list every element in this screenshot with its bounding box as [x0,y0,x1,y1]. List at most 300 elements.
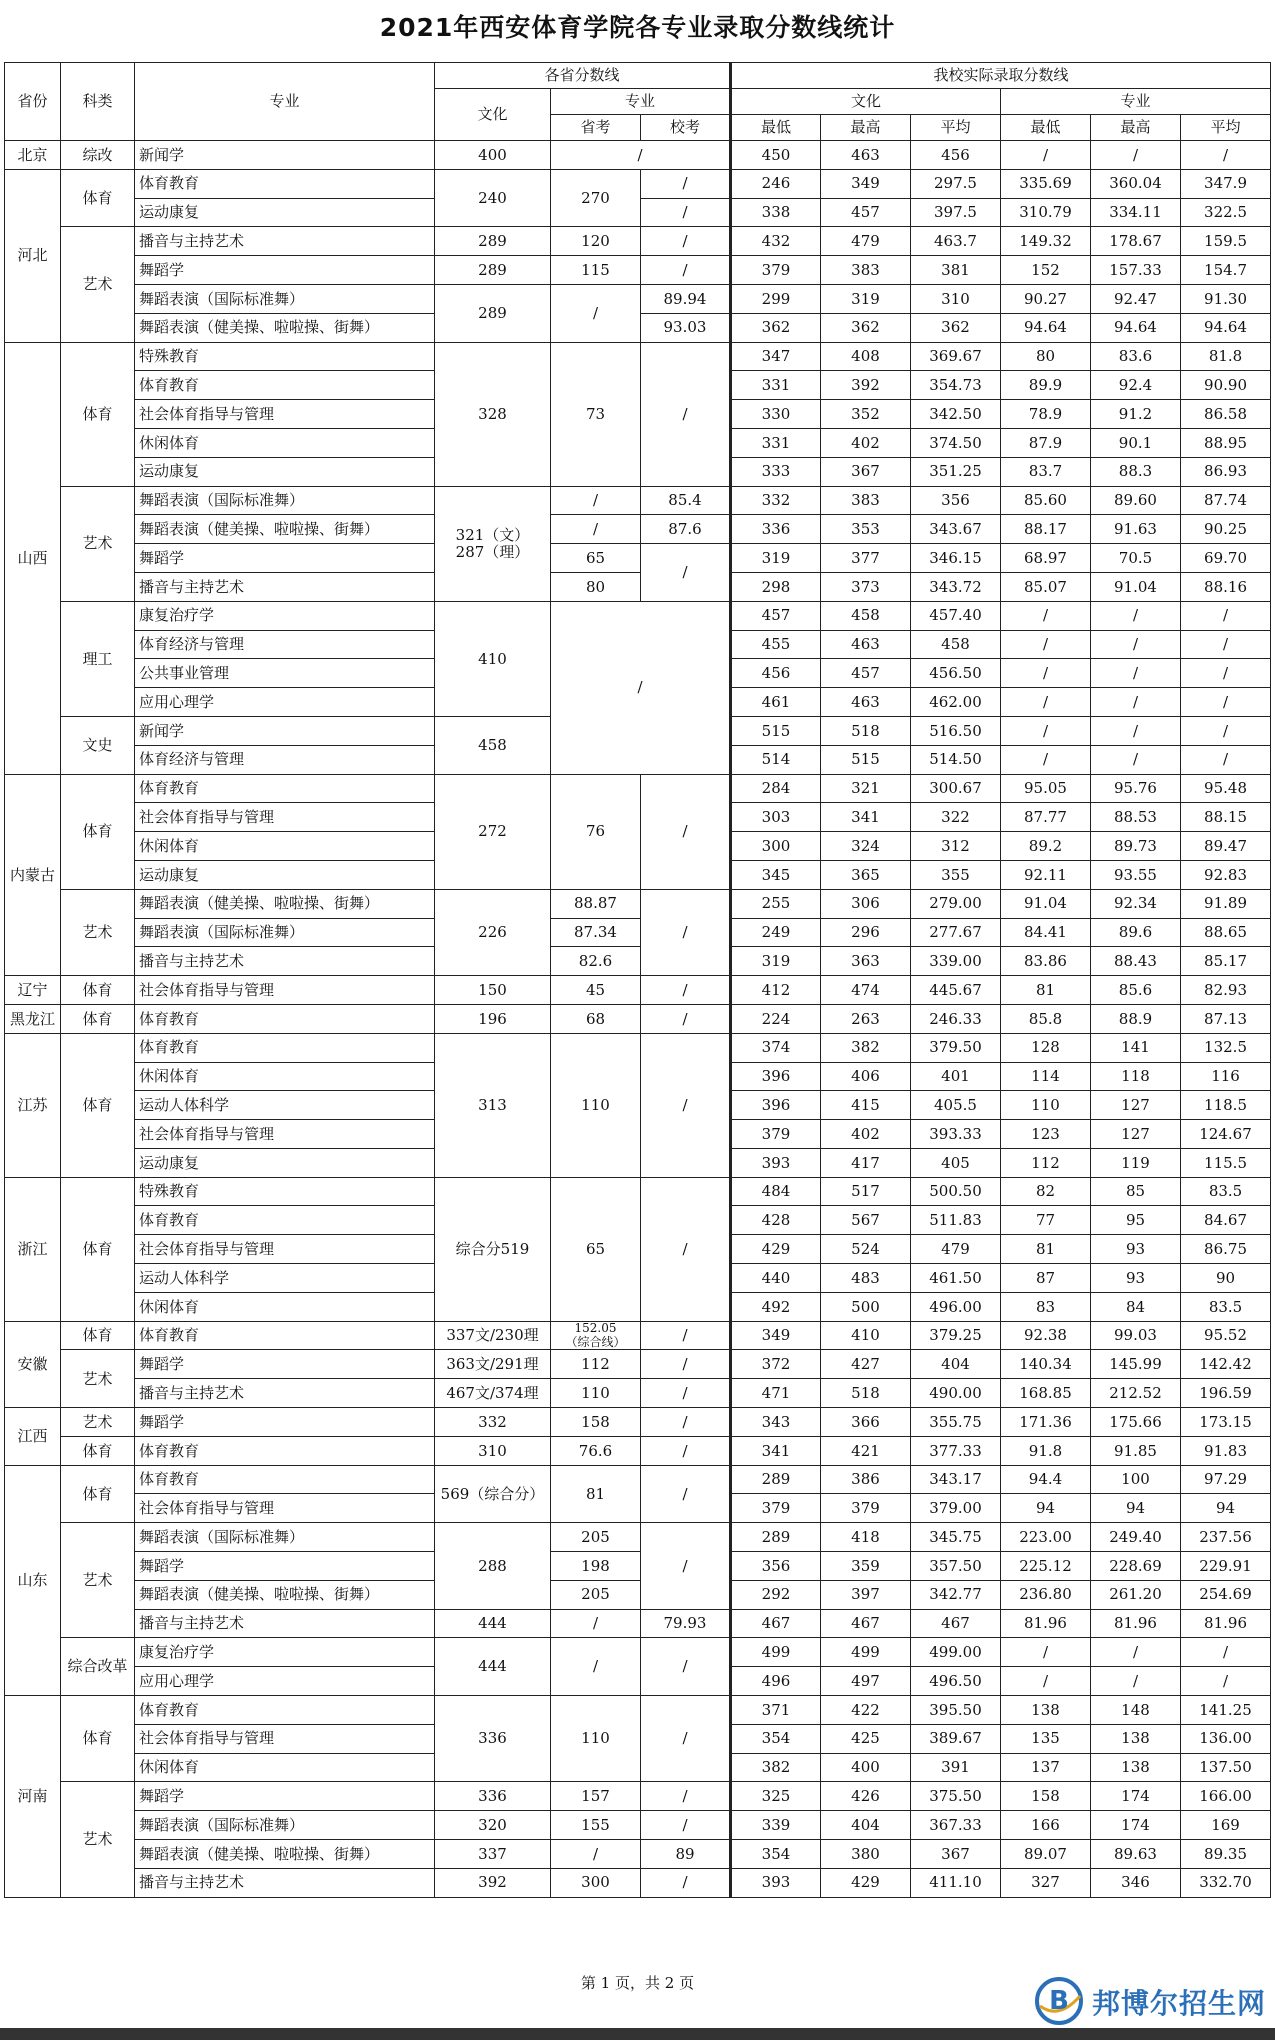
specialty-max-cell: / [1091,601,1181,630]
culture-max-cell: 426 [821,1782,911,1811]
culture-min-cell: 289 [731,1523,821,1552]
culture-min-cell: 338 [731,198,821,227]
major-cell: 体育教育 [135,371,435,400]
specialty-avg-cell: 322.5 [1181,198,1271,227]
school-exam-cell: / [641,1638,731,1696]
major-cell: 休闲体育 [135,1292,435,1321]
category-cell: 艺术 [61,1408,135,1437]
specialty-avg-cell: / [1181,141,1271,170]
specialty-max-cell: 91.2 [1091,400,1181,429]
major-cell: 体育教育 [135,1465,435,1494]
culture-max-cell: 406 [821,1062,911,1091]
specialty-min-cell: 327 [1001,1868,1091,1897]
major-cell: 休闲体育 [135,1753,435,1782]
culture-min-cell: 461 [731,688,821,717]
specialty-max-cell: 346 [1091,1868,1181,1897]
culture-max-cell: 263 [821,1004,911,1033]
table-row [5,572,1271,601]
table-row [5,947,1271,976]
specialty-avg-cell: 84.67 [1181,1206,1271,1235]
specialty-max-cell: 93 [1091,1235,1181,1264]
specialty-max-cell: / [1091,141,1181,170]
culture-avg-cell: 411.10 [911,1868,1001,1897]
major-cell: 特殊教育 [135,1177,435,1206]
specialty-avg-cell: / [1181,1667,1271,1696]
culture-avg-cell: 339.00 [911,947,1001,976]
major-cell: 社会体育指导与管理 [135,976,435,1005]
table-row [5,141,1271,170]
prov-exam-part: 152.05 [574,1321,617,1336]
table-row [5,256,1271,285]
prov-exam-cell: 205 [551,1523,641,1552]
major-cell: 体育教育 [135,1696,435,1725]
major-cell: 休闲体育 [135,428,435,457]
culture-line-cell [435,486,551,601]
culture-min-cell: 331 [731,371,821,400]
prov-exam-cell: 157 [551,1782,641,1811]
specialty-avg-cell: 229.91 [1181,1552,1271,1581]
culture-min-cell: 349 [731,1321,821,1350]
specialty-min-cell: 82 [1001,1177,1091,1206]
specialty-max-cell: 81.96 [1091,1609,1181,1638]
major-cell: 运动康复 [135,457,435,486]
prov-exam-cell: 82.6 [551,947,641,976]
culture-min-cell: 354 [731,1840,821,1869]
specialty-max-cell: 88.53 [1091,803,1181,832]
header-prov-specialty: 专业 [551,89,731,115]
specialty-max-cell: 127 [1091,1120,1181,1149]
specialty-avg-cell: 132.5 [1181,1033,1271,1062]
specialty-min-cell: / [1001,1667,1091,1696]
culture-avg-cell: 357.50 [911,1552,1001,1581]
culture-max-cell: 392 [821,371,911,400]
table-row [5,1580,1271,1609]
culture-max-cell: 408 [821,342,911,371]
culture-min-cell: 374 [731,1033,821,1062]
prov-exam-cell: 112 [551,1350,641,1379]
specialty-max-cell: 174 [1091,1811,1181,1840]
culture-min-cell: 299 [731,284,821,313]
specialty-max-cell: 141 [1091,1033,1181,1062]
specialty-avg-cell: 81.96 [1181,1609,1271,1638]
specialty-min-cell: 95.05 [1001,774,1091,803]
specialty-max-cell: 88.3 [1091,457,1181,486]
culture-avg-cell: 389.67 [911,1724,1001,1753]
specialty-avg-cell: 90.25 [1181,515,1271,544]
specialty-max-cell: 88.43 [1091,947,1181,976]
specialty-avg-cell: 83.5 [1181,1292,1271,1321]
specialty-avg-cell: 90.90 [1181,371,1271,400]
specialty-max-cell: 119 [1091,1148,1181,1177]
specialty-max-cell: 85 [1091,1177,1181,1206]
major-cell: 舞蹈表演（健美操、啦啦操、街舞） [135,515,435,544]
school-exam-cell: 89.94 [641,284,731,313]
specialty-line-merged-cell: / [551,601,731,774]
specialty-avg-cell: 88.16 [1181,572,1271,601]
specialty-avg-cell: 87.74 [1181,486,1271,515]
school-exam-cell: / [641,1408,731,1437]
culture-min-cell: 379 [731,256,821,285]
specialty-min-cell: 85.07 [1001,572,1091,601]
culture-line-cell: 444 [435,1638,551,1696]
specialty-avg-cell: 196.59 [1181,1379,1271,1408]
prov-exam-cell: 81 [551,1465,641,1523]
culture-max-cell: 567 [821,1206,911,1235]
culture-avg-cell: 458 [911,630,1001,659]
table-row [5,1177,1271,1206]
specialty-min-cell: 152 [1001,256,1091,285]
table-row [5,1436,1271,1465]
school-exam-cell: / [641,1782,731,1811]
prov-exam-cell: 155 [551,1811,641,1840]
major-cell: 康复治疗学 [135,601,435,630]
table-row [5,1350,1271,1379]
specialty-max-cell: 174 [1091,1782,1181,1811]
culture-max-cell: 518 [821,716,911,745]
prov-exam-cell: 45 [551,976,641,1005]
prov-exam-cell: 73 [551,342,641,486]
major-cell: 体育经济与管理 [135,630,435,659]
prov-exam-cell: 65 [551,544,641,573]
specialty-max-cell: 92.4 [1091,371,1181,400]
culture-max-cell: 463 [821,141,911,170]
culture-avg-cell: 310 [911,284,1001,313]
specialty-min-cell: / [1001,630,1091,659]
major-cell: 运动康复 [135,1148,435,1177]
prov-exam-cell: 300 [551,1868,641,1897]
major-cell: 舞蹈表演（健美操、啦啦操、街舞） [135,1840,435,1869]
specialty-avg-cell: 94.64 [1181,313,1271,342]
table-row [5,1408,1271,1437]
header-specialty-max: 最高 [1091,115,1181,141]
specialty-min-cell: 81 [1001,1235,1091,1264]
specialty-avg-cell: 90 [1181,1264,1271,1293]
culture-avg-cell: 355 [911,860,1001,889]
specialty-avg-cell: 94 [1181,1494,1271,1523]
site-logo [1030,1972,1270,2030]
table-row [5,1609,1271,1638]
header-culture-max: 最高 [821,115,911,141]
culture-min-cell: 303 [731,803,821,832]
major-cell: 舞蹈表演（健美操、啦啦操、街舞） [135,313,435,342]
header-act-specialty: 专业 [1001,89,1271,115]
culture-min-cell: 298 [731,572,821,601]
prov-exam-cell: / [551,284,641,342]
table-row [5,1868,1271,1897]
school-exam-cell: / [641,1321,731,1350]
prov-exam-cell: / [551,515,641,544]
culture-line-cell: 320 [435,1811,551,1840]
specialty-min-cell: 87 [1001,1264,1091,1293]
culture-avg-cell: 351.25 [911,457,1001,486]
school-exam-cell: / [641,1004,731,1033]
specialty-avg-cell: 115.5 [1181,1148,1271,1177]
school-exam-cell: 87.6 [641,515,731,544]
culture-avg-cell: 511.83 [911,1206,1001,1235]
specialty-min-cell: 310.79 [1001,198,1091,227]
specialty-min-cell: 171.36 [1001,1408,1091,1437]
culture-avg-cell: 342.77 [911,1580,1001,1609]
culture-avg-cell: 343.72 [911,572,1001,601]
culture-min-cell: 343 [731,1408,821,1437]
specialty-max-cell: 89.73 [1091,832,1181,861]
specialty-min-cell: 158 [1001,1782,1091,1811]
culture-min-cell: 382 [731,1753,821,1782]
major-cell: 体育教育 [135,1436,435,1465]
prov-exam-cell: 76.6 [551,1436,641,1465]
culture-line-cell: 313 [435,1033,551,1177]
specialty-avg-cell: 69.70 [1181,544,1271,573]
culture-min-cell: 492 [731,1292,821,1321]
specialty-max-cell: 89.6 [1091,918,1181,947]
major-cell: 播音与主持艺术 [135,227,435,256]
major-cell: 舞蹈学 [135,1408,435,1437]
specialty-max-cell: / [1091,745,1181,774]
specialty-min-cell: 223.00 [1001,1523,1091,1552]
table-row [5,1840,1271,1869]
specialty-min-cell: 92.38 [1001,1321,1091,1350]
specialty-max-cell: 118 [1091,1062,1181,1091]
culture-max-cell: 400 [821,1753,911,1782]
specialty-avg-cell: 89.35 [1181,1840,1271,1869]
culture-min-cell: 249 [731,918,821,947]
specialty-min-cell: 94.4 [1001,1465,1091,1494]
prov-exam-part: （综合线） [565,1334,626,1349]
major-cell: 舞蹈学 [135,256,435,285]
specialty-min-cell: 137 [1001,1753,1091,1782]
specialty-max-cell: 334.11 [1091,198,1181,227]
table-row [5,486,1271,515]
specialty-max-cell: 360.04 [1091,169,1181,198]
culture-line-cell: 150 [435,976,551,1005]
school-exam-cell: / [641,1033,731,1177]
prov-exam-cell: 115 [551,256,641,285]
specialty-max-cell: 145.99 [1091,1350,1181,1379]
specialty-min-cell: 85.60 [1001,486,1091,515]
province-cell: 山西 [5,342,61,774]
specialty-avg-cell: 237.56 [1181,1523,1271,1552]
prov-exam-cell: / [551,1638,641,1696]
specialty-min-cell: 89.9 [1001,371,1091,400]
school-exam-cell: / [641,1379,731,1408]
specialty-avg-cell: / [1181,630,1271,659]
header-specialty-min: 最低 [1001,115,1091,141]
specialty-avg-cell: 118.5 [1181,1091,1271,1120]
culture-min-cell: 471 [731,1379,821,1408]
school-exam-cell: / [641,1465,731,1523]
culture-avg-cell: 297.5 [911,169,1001,198]
culture-line-cell: 289 [435,256,551,285]
specialty-line-merged-cell: / [551,141,731,170]
specialty-avg-cell: 116 [1181,1062,1271,1091]
culture-max-cell: 458 [821,601,911,630]
culture-max-cell: 402 [821,1120,911,1149]
specialty-max-cell: 95 [1091,1206,1181,1235]
major-cell: 播音与主持艺术 [135,572,435,601]
culture-avg-cell: 345.75 [911,1523,1001,1552]
logo-b-icon [1034,1976,1084,2026]
school-exam-cell: / [641,1350,731,1379]
culture-avg-cell: 445.67 [911,976,1001,1005]
culture-avg-cell: 362 [911,313,1001,342]
specialty-min-cell: 90.27 [1001,284,1091,313]
specialty-min-cell: 88.17 [1001,515,1091,544]
table-row [5,169,1271,198]
major-cell: 社会体育指导与管理 [135,803,435,832]
school-exam-cell: / [641,1696,731,1782]
prov-exam-cell: 65 [551,1177,641,1321]
specialty-min-cell: / [1001,716,1091,745]
specialty-min-cell: 81.96 [1001,1609,1091,1638]
specialty-max-cell: / [1091,1638,1181,1667]
school-exam-cell: 85.4 [641,486,731,515]
specialty-min-cell: 114 [1001,1062,1091,1091]
specialty-avg-cell: 89.47 [1181,832,1271,861]
specialty-max-cell: / [1091,716,1181,745]
culture-line-cell: 288 [435,1523,551,1609]
culture-avg-cell: 343.67 [911,515,1001,544]
culture-max-cell: 367 [821,457,911,486]
specialty-avg-cell: 166.00 [1181,1782,1271,1811]
culture-min-cell: 362 [731,313,821,342]
specialty-min-cell: / [1001,688,1091,717]
culture-min-cell: 289 [731,1465,821,1494]
specialty-max-cell: 84 [1091,1292,1181,1321]
specialty-avg-cell: 87.13 [1181,1004,1271,1033]
culture-line-cell: 444 [435,1609,551,1638]
culture-max-cell: 306 [821,889,911,918]
specialty-avg-cell: / [1181,659,1271,688]
culture-min-cell: 325 [731,1782,821,1811]
culture-min-cell: 467 [731,1609,821,1638]
culture-line-cell: 226 [435,889,551,975]
specialty-min-cell: / [1001,1638,1091,1667]
culture-min-cell: 347 [731,342,821,371]
specialty-avg-cell: 91.30 [1181,284,1271,313]
specialty-min-cell: 123 [1001,1120,1091,1149]
page-footer: 第 1 页，共 2 页 [580,1974,695,1992]
major-cell: 运动人体科学 [135,1091,435,1120]
province-cell: 江苏 [5,1033,61,1177]
culture-min-cell: 345 [731,860,821,889]
prov-exam-cell: / [551,486,641,515]
major-cell: 播音与主持艺术 [135,1379,435,1408]
major-cell: 新闻学 [135,716,435,745]
specialty-min-cell: 91.8 [1001,1436,1091,1465]
culture-min-cell: 224 [731,1004,821,1033]
header-school-actual: 我校实际录取分数线 [731,63,1271,89]
culture-min-cell: 484 [731,1177,821,1206]
major-cell: 运动人体科学 [135,1264,435,1293]
header-act-culture: 文化 [731,89,1001,115]
culture-line-cell: 289 [435,227,551,256]
culture-min-cell: 319 [731,544,821,573]
specialty-min-cell: 83.7 [1001,457,1091,486]
school-exam-cell: / [641,544,731,602]
specialty-max-cell: 89.63 [1091,1840,1181,1869]
specialty-avg-cell: 332.70 [1181,1868,1271,1897]
province-cell: 黑龙江 [5,1004,61,1033]
svg-text:B: B [1049,1986,1069,2016]
specialty-avg-cell: / [1181,745,1271,774]
specialty-min-cell: 91.04 [1001,889,1091,918]
culture-avg-cell: 467 [911,1609,1001,1638]
specialty-min-cell: / [1001,141,1091,170]
culture-max-cell: 319 [821,284,911,313]
major-cell: 应用心理学 [135,1667,435,1696]
specialty-min-cell: 92.11 [1001,860,1091,889]
table-row [5,918,1271,947]
culture-avg-cell: 279.00 [911,889,1001,918]
major-cell: 播音与主持艺术 [135,947,435,976]
province-cell: 辽宁 [5,976,61,1005]
culture-max-cell: 415 [821,1091,911,1120]
culture-min-cell: 514 [731,745,821,774]
culture-max-cell: 474 [821,976,911,1005]
category-cell: 体育 [61,342,135,486]
culture-avg-cell: 379.50 [911,1033,1001,1062]
culture-max-cell: 404 [821,1811,911,1840]
culture-line-part: 287（理） [455,542,530,561]
culture-min-cell: 255 [731,889,821,918]
culture-line-cell: 328 [435,342,551,486]
category-cell: 体育 [61,1436,135,1465]
specialty-min-cell: 149.32 [1001,227,1091,256]
culture-max-cell: 366 [821,1408,911,1437]
culture-max-cell: 463 [821,630,911,659]
specialty-min-cell: 166 [1001,1811,1091,1840]
specialty-min-cell: 80 [1001,342,1091,371]
culture-max-cell: 497 [821,1667,911,1696]
specialty-max-cell: 249.40 [1091,1523,1181,1552]
page-bottom-bar [0,2028,1275,2040]
table-row [5,774,1271,803]
logo-text: 邦博尔招生网 [1092,1987,1267,2020]
culture-avg-cell: 374.50 [911,428,1001,457]
culture-max-cell: 457 [821,659,911,688]
school-exam-cell: / [641,169,731,198]
major-cell: 播音与主持艺术 [135,1868,435,1897]
culture-avg-cell: 343.17 [911,1465,1001,1494]
specialty-min-cell: 94 [1001,1494,1091,1523]
culture-max-cell: 321 [821,774,911,803]
page-title: 2021年西安体育学院各专业录取分数线统计 [379,13,896,42]
culture-max-cell: 363 [821,947,911,976]
specialty-min-cell: 168.85 [1001,1379,1091,1408]
specialty-max-cell: / [1091,1667,1181,1696]
culture-line-cell: 400 [435,141,551,170]
table-row [5,1782,1271,1811]
culture-max-cell: 383 [821,486,911,515]
prov-exam-cell: 198 [551,1552,641,1581]
major-cell: 社会体育指导与管理 [135,1724,435,1753]
culture-max-cell: 421 [821,1436,911,1465]
category-cell: 艺术 [61,1350,135,1408]
category-cell: 体育 [61,1321,135,1350]
specialty-min-cell: 87.77 [1001,803,1091,832]
specialty-max-cell: 88.9 [1091,1004,1181,1033]
table-row [5,1811,1271,1840]
major-cell: 舞蹈表演（国际标准舞） [135,918,435,947]
culture-avg-cell: 496.00 [911,1292,1001,1321]
culture-line-cell: 569（综合分） [435,1465,551,1523]
major-cell: 舞蹈学 [135,1350,435,1379]
specialty-max-cell: 83.6 [1091,342,1181,371]
specialty-min-cell: 110 [1001,1091,1091,1120]
culture-min-cell: 246 [731,169,821,198]
header-major: 专业 [135,63,435,141]
culture-max-cell: 362 [821,313,911,342]
